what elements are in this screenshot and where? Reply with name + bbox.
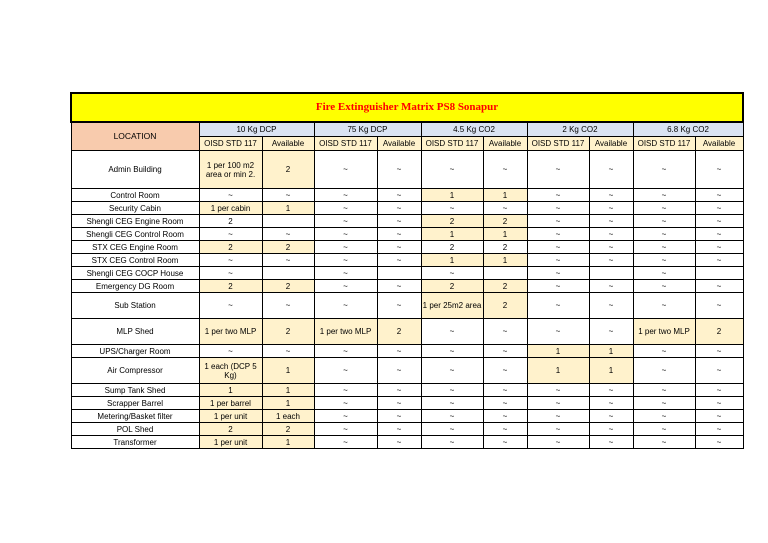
- available-cell: ~: [589, 319, 633, 345]
- oisd-std-cell: ~: [527, 202, 589, 215]
- available-cell: ~: [377, 345, 421, 358]
- location-cell: UPS/Charger Room: [71, 345, 199, 358]
- table-row: [71, 423, 743, 436]
- table-row: [71, 215, 743, 228]
- oisd-std-cell: ~: [421, 410, 483, 423]
- location-cell: Security Cabin: [71, 202, 199, 215]
- location-cell: Shengli CEG Control Room: [71, 228, 199, 241]
- location-cell: Sump Tank Shed: [71, 384, 199, 397]
- available-cell: [589, 267, 633, 280]
- available-cell: ~: [695, 228, 743, 241]
- available-cell: ~: [589, 436, 633, 449]
- oisd-std-cell: 1 per two MLP: [314, 319, 377, 345]
- oisd-std-cell: 1 per 100 m2 area or min 2.: [199, 151, 262, 189]
- oisd-std-cell: 1: [421, 228, 483, 241]
- available-cell: 1: [262, 384, 314, 397]
- oisd-std-cell: ~: [633, 410, 695, 423]
- table-row: [71, 202, 743, 215]
- available-cell: ~: [695, 254, 743, 267]
- available-cell: 2: [483, 280, 527, 293]
- available-cell: ~: [483, 423, 527, 436]
- oisd-std-cell: ~: [527, 436, 589, 449]
- available-header: Available: [589, 137, 633, 151]
- group-header-4-5kg-co2: 4.5 Kg CO2: [421, 122, 527, 137]
- oisd-std-cell: 2: [199, 215, 262, 228]
- available-cell: ~: [377, 293, 421, 319]
- oisd-std-cell: ~: [633, 345, 695, 358]
- available-cell: 1: [483, 254, 527, 267]
- oisd-std-cell: ~: [633, 358, 695, 384]
- available-cell: ~: [589, 241, 633, 254]
- oisd-std-cell: 1 each (DCP 5 Kg): [199, 358, 262, 384]
- table-row: [71, 241, 743, 254]
- oisd-std-cell: ~: [527, 267, 589, 280]
- available-cell: 2: [483, 293, 527, 319]
- location-cell: STX CEG Control Room: [71, 254, 199, 267]
- location-cell: POL Shed: [71, 423, 199, 436]
- oisd-std-cell: ~: [633, 397, 695, 410]
- oisd-std-cell: ~: [314, 202, 377, 215]
- available-cell: 1: [262, 202, 314, 215]
- oisd-std-cell: ~: [421, 345, 483, 358]
- available-cell: 2: [262, 280, 314, 293]
- oisd-std-cell: 1 per unit: [199, 410, 262, 423]
- available-cell: ~: [589, 423, 633, 436]
- oisd-std-cell: ~: [421, 423, 483, 436]
- available-header: Available: [483, 137, 527, 151]
- available-cell: [262, 267, 314, 280]
- location-cell: Shengli CEG Engine Room: [71, 215, 199, 228]
- available-cell: ~: [262, 228, 314, 241]
- oisd-std-cell: ~: [527, 189, 589, 202]
- oisd-std-header: OISD STD 117: [527, 137, 589, 151]
- available-cell: ~: [483, 151, 527, 189]
- oisd-std-cell: 1: [527, 358, 589, 384]
- available-cell: ~: [589, 189, 633, 202]
- oisd-std-cell: ~: [633, 293, 695, 319]
- oisd-std-cell: ~: [314, 151, 377, 189]
- group-header-10kg-dcp: 10 Kg DCP: [199, 122, 314, 137]
- oisd-std-cell: ~: [633, 254, 695, 267]
- available-cell: ~: [377, 436, 421, 449]
- available-cell: ~: [377, 228, 421, 241]
- oisd-std-cell: 2: [199, 423, 262, 436]
- oisd-std-cell: ~: [199, 345, 262, 358]
- available-cell: [695, 267, 743, 280]
- oisd-std-cell: 1 per barrel: [199, 397, 262, 410]
- oisd-std-cell: ~: [314, 293, 377, 319]
- available-cell: ~: [377, 410, 421, 423]
- available-cell: ~: [377, 215, 421, 228]
- oisd-std-cell: ~: [527, 228, 589, 241]
- oisd-std-cell: 2: [199, 241, 262, 254]
- available-cell: ~: [695, 151, 743, 189]
- oisd-std-cell: ~: [314, 189, 377, 202]
- oisd-std-cell: ~: [527, 410, 589, 423]
- available-cell: 1: [589, 358, 633, 384]
- available-cell: ~: [483, 345, 527, 358]
- oisd-std-cell: ~: [527, 280, 589, 293]
- available-cell: ~: [262, 293, 314, 319]
- oisd-std-cell: ~: [314, 267, 377, 280]
- oisd-std-cell: 2: [421, 280, 483, 293]
- oisd-std-cell: ~: [527, 151, 589, 189]
- available-header: Available: [695, 137, 743, 151]
- available-cell: 1: [483, 189, 527, 202]
- table-row: [71, 436, 743, 449]
- group-header-6-8kg-co2: 6.8 Kg CO2: [633, 122, 743, 137]
- available-cell: ~: [377, 202, 421, 215]
- location-cell: Shengli CEG COCP House: [71, 267, 199, 280]
- available-cell: ~: [483, 384, 527, 397]
- table-row: [71, 397, 743, 410]
- available-cell: ~: [483, 397, 527, 410]
- available-cell: 1: [589, 345, 633, 358]
- oisd-std-cell: ~: [633, 280, 695, 293]
- oisd-std-cell: ~: [421, 384, 483, 397]
- extinguisher-matrix-table: [70, 92, 744, 449]
- oisd-std-cell: ~: [314, 228, 377, 241]
- available-cell: ~: [589, 202, 633, 215]
- available-cell: ~: [589, 151, 633, 189]
- available-cell: ~: [589, 410, 633, 423]
- oisd-std-cell: ~: [314, 410, 377, 423]
- available-cell: ~: [377, 384, 421, 397]
- oisd-std-cell: 2: [421, 215, 483, 228]
- available-cell: ~: [377, 397, 421, 410]
- location-cell: Sub Station: [71, 293, 199, 319]
- group-header-2kg-co2: 2 Kg CO2: [527, 122, 633, 137]
- oisd-std-header: OISD STD 117: [314, 137, 377, 151]
- available-cell: ~: [589, 280, 633, 293]
- oisd-std-cell: ~: [314, 345, 377, 358]
- oisd-std-cell: ~: [527, 397, 589, 410]
- location-cell: Control Room: [71, 189, 199, 202]
- available-cell: ~: [695, 384, 743, 397]
- oisd-std-cell: ~: [199, 189, 262, 202]
- oisd-std-header: OISD STD 117: [633, 137, 695, 151]
- table-row: [71, 280, 743, 293]
- matrix-title: Fire Extinguisher Matrix PS8 Sonapur: [71, 93, 743, 122]
- location-cell: STX CEG Engine Room: [71, 241, 199, 254]
- oisd-std-cell: ~: [314, 423, 377, 436]
- table-row: [71, 228, 743, 241]
- available-cell: ~: [377, 280, 421, 293]
- available-cell: ~: [695, 293, 743, 319]
- oisd-std-cell: ~: [314, 241, 377, 254]
- oisd-std-cell: 1 per 25m2 area: [421, 293, 483, 319]
- available-cell: [262, 215, 314, 228]
- oisd-std-cell: ~: [633, 423, 695, 436]
- available-cell: ~: [377, 189, 421, 202]
- available-cell: ~: [695, 397, 743, 410]
- available-cell: 2: [262, 423, 314, 436]
- oisd-std-cell: 1 per unit: [199, 436, 262, 449]
- location-header: LOCATION: [71, 122, 199, 151]
- available-cell: 1: [262, 358, 314, 384]
- available-cell: ~: [695, 410, 743, 423]
- oisd-std-cell: 1 per two MLP: [199, 319, 262, 345]
- oisd-std-cell: ~: [421, 267, 483, 280]
- available-cell: ~: [262, 254, 314, 267]
- available-cell: 1: [483, 228, 527, 241]
- oisd-std-cell: ~: [314, 254, 377, 267]
- available-cell: ~: [695, 280, 743, 293]
- table-row: [71, 345, 743, 358]
- table-row: [71, 293, 743, 319]
- available-cell: ~: [695, 202, 743, 215]
- available-cell: ~: [377, 151, 421, 189]
- location-cell: Metering/Basket filter: [71, 410, 199, 423]
- oisd-std-cell: ~: [314, 280, 377, 293]
- oisd-std-header: OISD STD 117: [421, 137, 483, 151]
- location-cell: MLP Shed: [71, 319, 199, 345]
- oisd-std-cell: ~: [421, 319, 483, 345]
- available-cell: ~: [377, 358, 421, 384]
- available-cell: ~: [262, 345, 314, 358]
- oisd-std-cell: ~: [633, 436, 695, 449]
- available-cell: ~: [589, 293, 633, 319]
- location-cell: Transformer: [71, 436, 199, 449]
- table-row: [71, 319, 743, 345]
- oisd-std-cell: ~: [633, 241, 695, 254]
- oisd-std-cell: ~: [633, 384, 695, 397]
- oisd-std-cell: ~: [633, 189, 695, 202]
- available-cell: ~: [695, 358, 743, 384]
- available-cell: 2: [262, 319, 314, 345]
- oisd-std-cell: 1 per cabin: [199, 202, 262, 215]
- oisd-std-cell: ~: [527, 384, 589, 397]
- oisd-std-cell: ~: [314, 397, 377, 410]
- oisd-std-cell: ~: [421, 436, 483, 449]
- available-cell: ~: [483, 202, 527, 215]
- oisd-std-cell: ~: [314, 215, 377, 228]
- oisd-std-cell: ~: [633, 228, 695, 241]
- available-cell: ~: [695, 215, 743, 228]
- location-cell: Scrapper Barrel: [71, 397, 199, 410]
- group-header-75kg-dcp: 75 Kg DCP: [314, 122, 421, 137]
- available-cell: [377, 267, 421, 280]
- oisd-std-cell: ~: [527, 241, 589, 254]
- available-cell: ~: [483, 436, 527, 449]
- oisd-std-cell: ~: [314, 358, 377, 384]
- location-cell: Air Compressor: [71, 358, 199, 384]
- oisd-std-cell: ~: [199, 267, 262, 280]
- oisd-std-cell: ~: [199, 228, 262, 241]
- oisd-std-cell: ~: [633, 215, 695, 228]
- oisd-std-cell: ~: [199, 254, 262, 267]
- oisd-std-cell: ~: [421, 151, 483, 189]
- oisd-std-cell: 1: [421, 189, 483, 202]
- table-row: [71, 267, 743, 280]
- available-cell: ~: [695, 241, 743, 254]
- oisd-std-cell: 1 per two MLP: [633, 319, 695, 345]
- table-row: [71, 151, 743, 189]
- oisd-std-cell: ~: [314, 436, 377, 449]
- oisd-std-cell: ~: [633, 151, 695, 189]
- available-cell: 2: [262, 151, 314, 189]
- table-row: [71, 189, 743, 202]
- available-cell: ~: [695, 345, 743, 358]
- available-cell: 1: [262, 436, 314, 449]
- available-cell: ~: [483, 319, 527, 345]
- oisd-std-cell: ~: [527, 423, 589, 436]
- available-cell: ~: [377, 241, 421, 254]
- oisd-std-cell: ~: [421, 358, 483, 384]
- table-row: [71, 384, 743, 397]
- available-cell: ~: [589, 384, 633, 397]
- oisd-std-cell: ~: [633, 267, 695, 280]
- location-cell: Emergency DG Room: [71, 280, 199, 293]
- oisd-std-cell: ~: [633, 202, 695, 215]
- available-cell: 1: [262, 397, 314, 410]
- available-cell: 2: [483, 241, 527, 254]
- oisd-std-cell: ~: [199, 293, 262, 319]
- table-row: [71, 358, 743, 384]
- oisd-std-cell: 1: [421, 254, 483, 267]
- available-header: Available: [377, 137, 421, 151]
- available-cell: ~: [589, 228, 633, 241]
- available-cell: [483, 267, 527, 280]
- available-cell: ~: [483, 358, 527, 384]
- oisd-std-cell: ~: [527, 215, 589, 228]
- available-cell: 2: [377, 319, 421, 345]
- available-cell: 2: [483, 215, 527, 228]
- available-cell: ~: [589, 215, 633, 228]
- available-cell: ~: [589, 254, 633, 267]
- available-cell: ~: [695, 436, 743, 449]
- oisd-std-cell: ~: [527, 293, 589, 319]
- available-cell: ~: [483, 410, 527, 423]
- oisd-std-cell: ~: [527, 319, 589, 345]
- oisd-std-cell: 2: [199, 280, 262, 293]
- available-cell: ~: [262, 189, 314, 202]
- oisd-std-cell: ~: [314, 384, 377, 397]
- available-cell: ~: [695, 423, 743, 436]
- available-cell: ~: [377, 423, 421, 436]
- available-cell: 2: [695, 319, 743, 345]
- available-cell: ~: [589, 397, 633, 410]
- oisd-std-cell: ~: [421, 397, 483, 410]
- oisd-std-cell: 1: [199, 384, 262, 397]
- available-header: Available: [262, 137, 314, 151]
- available-cell: ~: [695, 189, 743, 202]
- oisd-std-cell: 1: [527, 345, 589, 358]
- available-cell: ~: [377, 254, 421, 267]
- oisd-std-header: OISD STD 117: [199, 137, 262, 151]
- table-row: [71, 254, 743, 267]
- available-cell: 1 each: [262, 410, 314, 423]
- location-cell: Admin Building: [71, 151, 199, 189]
- available-cell: 2: [262, 241, 314, 254]
- oisd-std-cell: ~: [421, 202, 483, 215]
- table-row: [71, 410, 743, 423]
- oisd-std-cell: 2: [421, 241, 483, 254]
- oisd-std-cell: ~: [527, 254, 589, 267]
